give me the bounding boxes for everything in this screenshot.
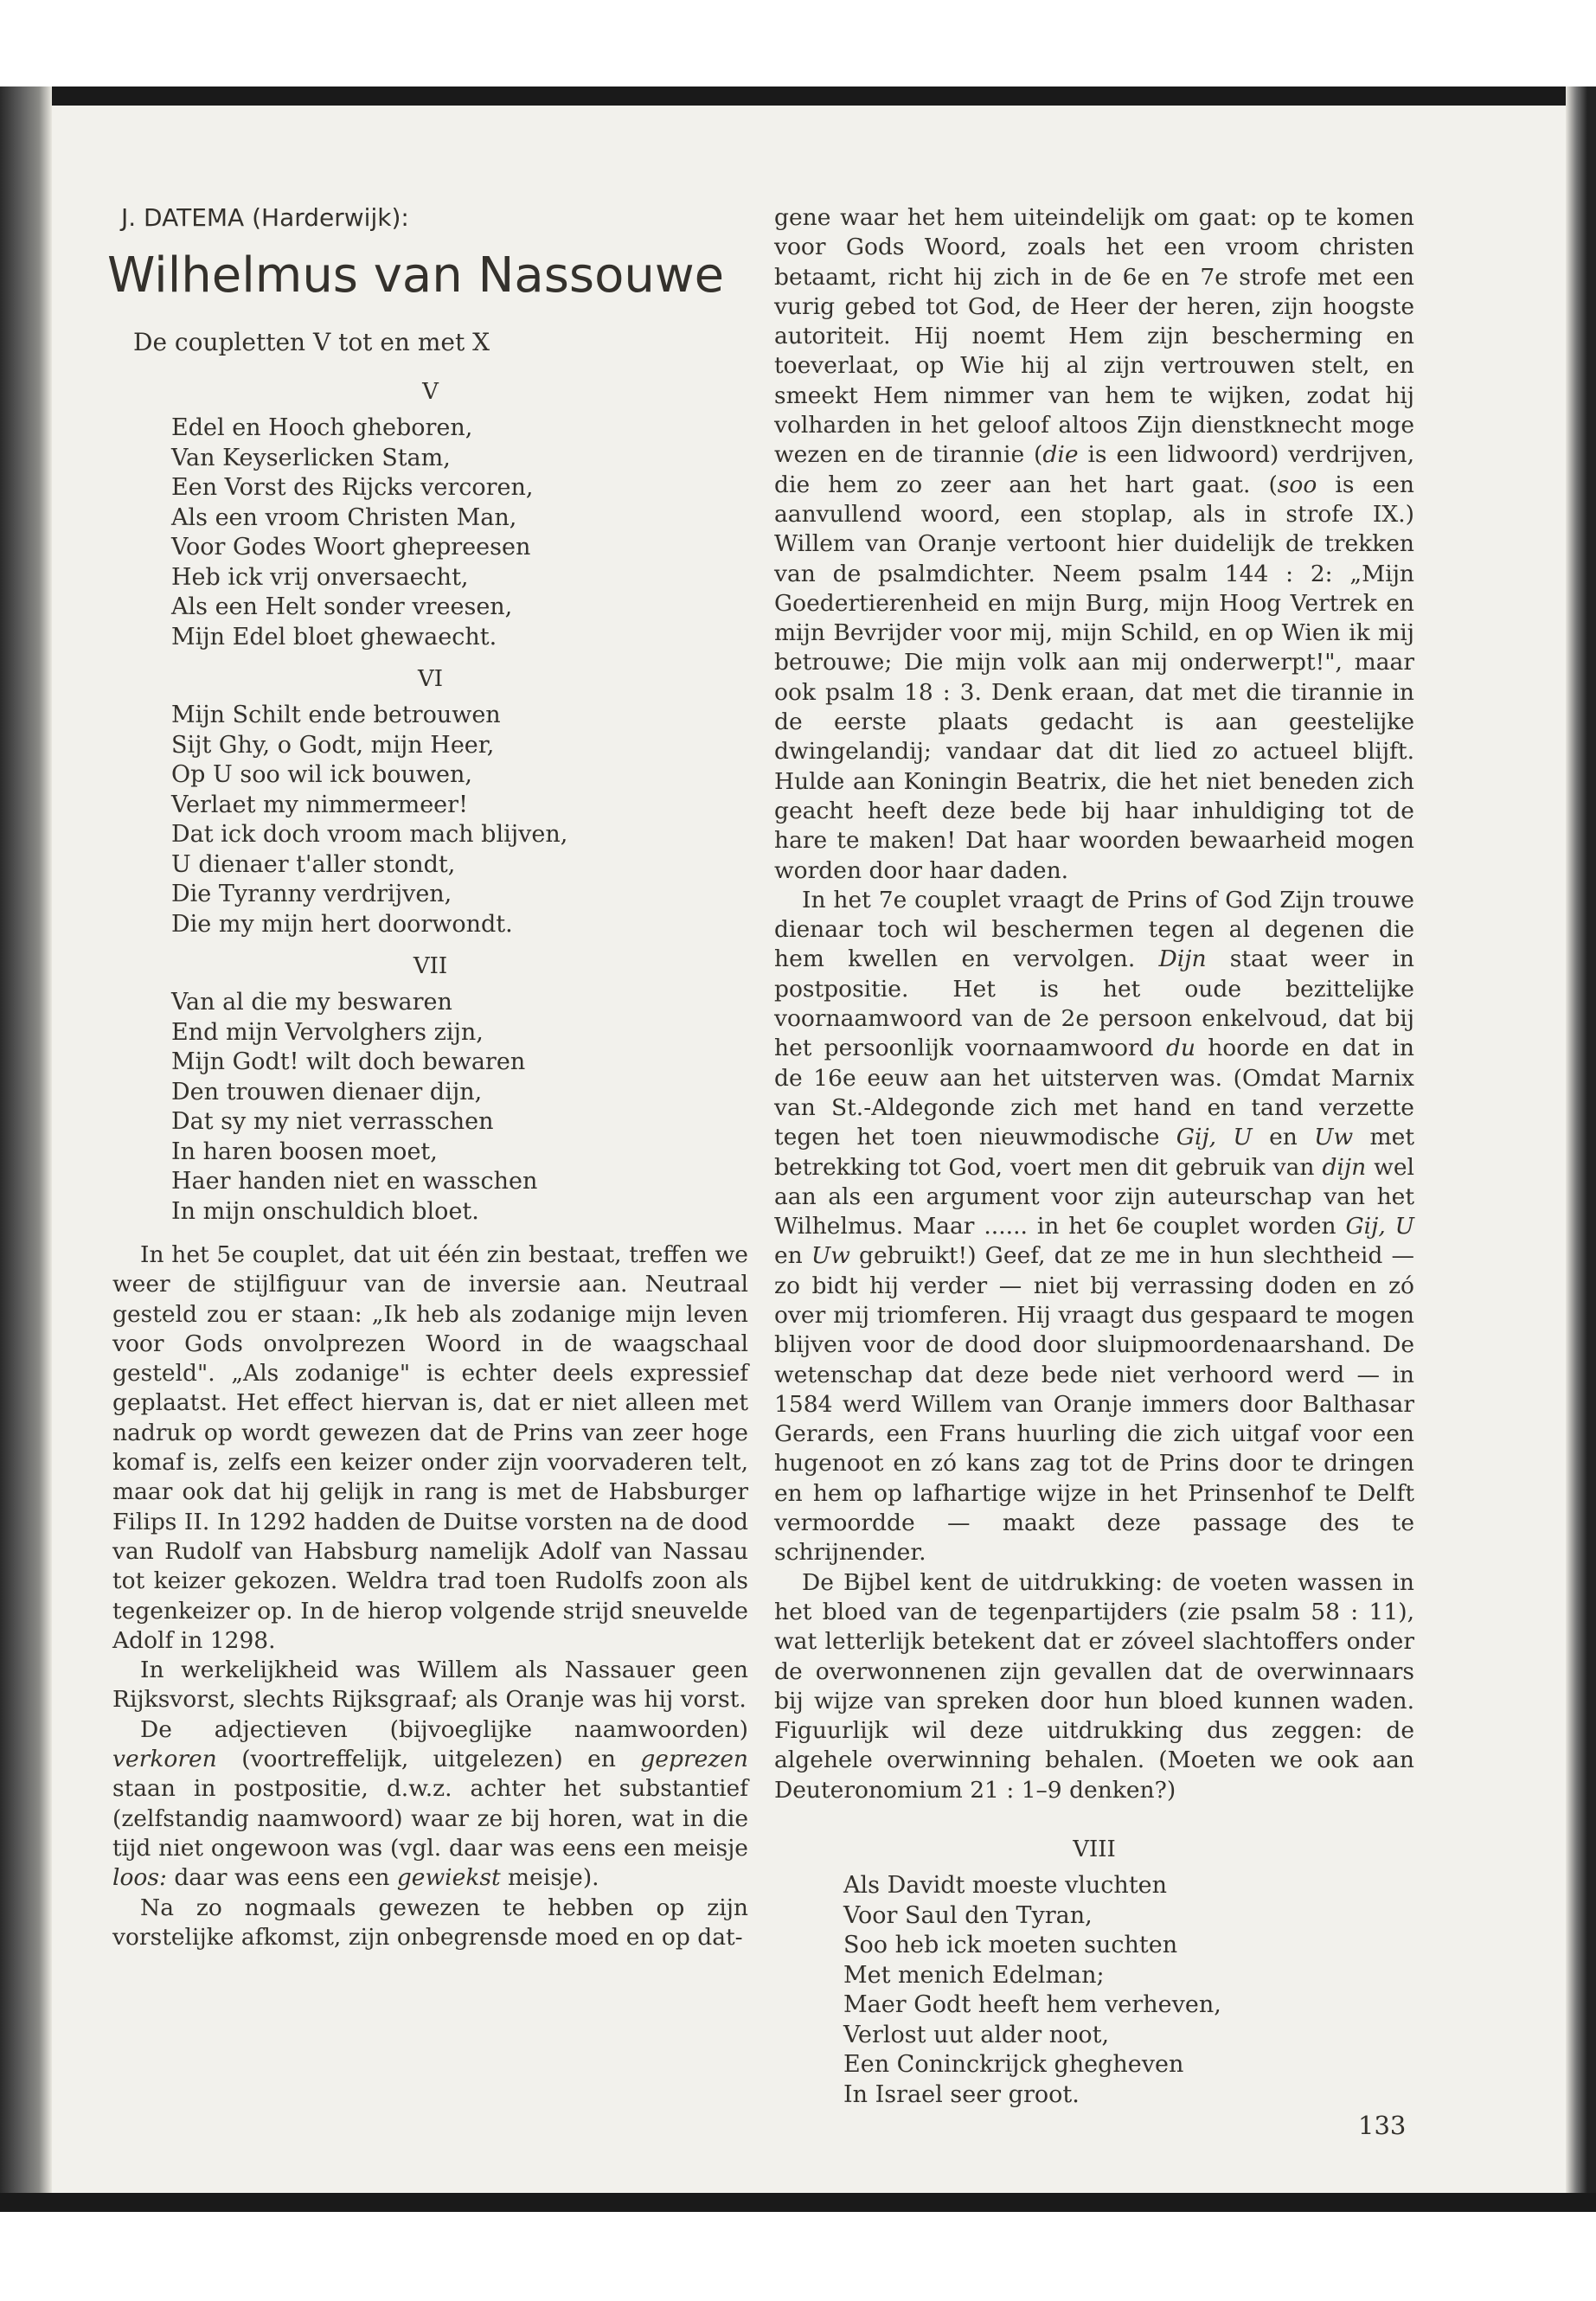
- verse-line: Van Keyserlicken Stam,: [171, 444, 451, 471]
- verse-line: Die my mijn hert doorwondt.: [171, 910, 513, 938]
- verse-line: Als een vroom Christen Man,: [171, 503, 517, 531]
- book-edge-right: [1566, 87, 1596, 2212]
- book-binding-left: [0, 87, 52, 2212]
- verse-line: Mijn Edel bloet ghewaecht.: [171, 623, 497, 651]
- verse-line: Sijt Ghy, o Godt, mijn Heer,: [171, 731, 495, 759]
- stanza-number: V: [422, 379, 439, 405]
- verse-line: Op U soo wil ick bouwen,: [171, 761, 472, 788]
- verse-line: Een Vorst des Rijcks vercoren,: [171, 474, 534, 501]
- verse-line: Den trouwen dienaer dijn,: [171, 1078, 483, 1106]
- article-title: Wilhelmus van Nassouwe: [107, 247, 725, 304]
- verse-line: Mijn Godt! wilt doch bewaren: [171, 1048, 526, 1075]
- verse-line: Een Coninckrijck ghegheven: [843, 2051, 1184, 2079]
- paragraph: gene waar het hem uiteindelijk om gaat: op te komen voor Gods Woord, zoals het een vroom christen betaamt, richt hij zich in de 6e en 7e strofe met een vurig gebed tot God, de Heer der heren, zijn hoogste autoriteit. Hij noemt Hem zijn bescherming en toeverlaat, op Wie hij al zijn vertrouwen stelt, en smeekt Hem nimmer van hem te wijken, zodat hij volharden in het geloof altoos Zijn dienstknecht moge wezen en de tirannie (die is een lidwoord) verdrijven, die hem zo zeer aan het hart gaat. (soo is een aanvullend woord, een stoplap, als in strofe IX.) Willem van Oranje vertoont hier duidelijk de trekken van de psalmdichter. Neem psalm 144 : 2: „Mijn Goedertierenheid en mijn Burg, mijn Hoog Vertrek en mijn Bevrijder voor mij, mijn Schild, en op Wien ik mij betrouwe; Die mijn volk aan mij onderwerpt!", maar ook psalm 18 : 3. Denk eraan, dat met die tirannie in de eerste plaats gedacht is aan geestelijke dwingelandij; vandaar dat dit lied zo actueel blijft. Hulde aan Koningin Beatrix, die het niet beneden zich geacht heeft deze bede bij haar inhuldiging tot de hare te maken! Dat haar woorden bewaarheid mogen worden door haar daden.: [774, 204, 1415, 884]
- paragraph: In het 7e couplet vraagt de Prins of God Zijn trouwe dienaar toch wil beschermen tegen al degenen die hem kwellen en vervolgen. Dijn staat weer in postpositie. Het is het oude bezittelijke voornaamwoord van de 2e persoon enkelvoud, dat bij het persoonlijk voornaamwoord du hoorde en dat in de 16e eeuw aan het uitsterven was. (Omdat Marnix van St.-Aldegonde zich met hand en tand verzette tegen het toen nieuwmodische Gij, U en Uw met betrekking tot God, voert men dit gebruik van dijn wel aan als een argument voor zijn auteurschap van het Wilhelmus. Maar ...... in het 6e couplet worden Gij, U en Uw gebruikt!) Geef, dat ze me in hun slechtheid — zo bidt hij verder — niet bij verrassing doden en zó over mij triomferen. Hij vraagt dus gespaard te mogen blijven voor de dood door sluipmoordenaarshand. De wetenschap dat deze bede niet verhoord werd — in 1584 werd Willem van Oranje immers door Balthasar Gerards, een Frans huurling die zich uitgaf voor een hugenoot en zó kans zag tot de Prins door te dringen en hem op lafhartige wijze in het Prinsenhof te Delft vermoordde — maakt deze passage des te schrijnender.: [774, 886, 1415, 1567]
- page-number: 133: [1358, 2111, 1407, 2140]
- verse-line: In Israel seer groot.: [843, 2080, 1080, 2108]
- verse-line: Als Davidt moeste vluchten: [843, 1872, 1168, 1900]
- paragraph: Na zo nogmaals gewezen te hebben op zijn vorstelijke afkomst, zijn onbegrensde moed en op dat-: [112, 1894, 748, 1951]
- scan-border-top: [0, 87, 1596, 106]
- verse-line: In mijn onschuldich bloet.: [171, 1197, 479, 1225]
- stanza-viii: [843, 1871, 1414, 2110]
- verse-line: Edel en Hooch gheboren,: [171, 414, 473, 441]
- verse-line: Voor Saul den Tyran,: [843, 1901, 1093, 1929]
- stanza-number: VII: [413, 953, 448, 979]
- verse-line: Die Tyranny verdrijven,: [171, 881, 452, 907]
- verse-line: Maer Godt heeft hem verheven,: [843, 1991, 1221, 2019]
- verse-line: Met menich Edelman;: [843, 1961, 1105, 1989]
- verse-line: Soo heb ick moeten suchten: [843, 1932, 1178, 1959]
- paragraph: In het 5e couplet, dat uit één zin bestaat, treffen we weer de stijlfiguur van de inversie aan. Neutraal gesteld zou er staan: „Ik heb als zodanige mijn leven voor Gods onvolprezen Woord in de waagschaal gesteld". „Als zodanige" is echter deels expressief geplaatst. Het effect hiervan is, dat er niet alleen met nadruk op wordt gewezen dat de Prins van zeer hoge komaf is, zelfs een keizer onder zijn voorvaderen telt, maar ook dat hij gelijk in rang is met de Habsburger Filips II. In 1292 hadden de Duitse vorsten na de dood van Rudolf van Habsburg namelijk Adolf van Nassau tot keizer gekozen. Weldra trad toen Rudolfs zoon als tegenkeizer op. In de hierop volgende strijd sneuvelde Adolf in 1298.: [112, 1241, 748, 1654]
- verse-line: Als een Helt sonder vreesen,: [171, 593, 513, 620]
- verse-line: Voor Godes Woort ghepreesen: [171, 534, 531, 561]
- verse-line: Haer handen niet en wasschen: [171, 1168, 538, 1195]
- verse-line: U dienaer t'aller stondt,: [171, 850, 456, 878]
- left-column: [107, 203, 748, 1952]
- stanza-vi: [171, 701, 748, 939]
- left-prose: [112, 1240, 748, 1952]
- verse-line: Verlaet my nimmermeer!: [171, 791, 468, 818]
- stanza-number: VI: [417, 666, 444, 692]
- scan-border-bottom: [0, 2193, 1596, 2212]
- verse-line: End mijn Vervolghers zijn,: [171, 1018, 484, 1046]
- article-subtitle: De coupletten V tot en met X: [133, 328, 490, 356]
- verse-line: Van al die my beswaren: [171, 989, 452, 1016]
- verse-line: Heb ick vrij onversaecht,: [171, 563, 469, 591]
- verse-line: Dat sy my niet verrasschen: [171, 1108, 494, 1135]
- stanza-number: VIII: [1073, 1836, 1116, 1863]
- right-column: [774, 203, 1414, 2124]
- right-prose: [774, 203, 1414, 1805]
- verse-line: Verlost uut alder noot,: [843, 2021, 1110, 2048]
- paragraph: De Bijbel kent de uitdrukking: de voeten wassen in het bloed van de tegenpartijders (zie psalm 58 : 11), wat letterlijk betekent dat er zóveel slachtoffers onder de overwonnenen zijn gevallen dat de overwinnaars bij wijze van spreken door hun bloed kunnen waden. Figuurlijk wil deze uitdrukking dus zeggen: de algehele overwinning behalen. (Moeten we ook aan Deuteronomium 21 : 1–9 denken?): [774, 1568, 1414, 1804]
- paragraph: De adjectieven (bijvoeglijke naamwoorden) verkoren (voortreffelijk, uitgelezen) en geprezen staan in postpositie, d.w.z. achter het substantief (zelfstandig naamwoord) waar ze bij horen, wat in die tijd niet ongewoon was (vgl. daar was eens een meisje loos: daar was eens een gewiekst meisje).: [112, 1715, 748, 1892]
- verse-line: Mijn Schilt ende betrouwen: [171, 702, 501, 728]
- stanza-vii: [171, 988, 748, 1227]
- verse-line: Dat ick doch vroom mach blijven,: [171, 821, 568, 848]
- verse-line: In haren boosen moet,: [171, 1138, 438, 1165]
- author-line: J. DATEMA (Harderwijk):: [121, 203, 409, 232]
- paragraph: In werkelijkheid was Willem als Nassauer geen Rijksvorst, slechts Rijksgraaf; als Oranje was hij vorst.: [112, 1657, 748, 1714]
- stanza-v: [171, 413, 748, 652]
